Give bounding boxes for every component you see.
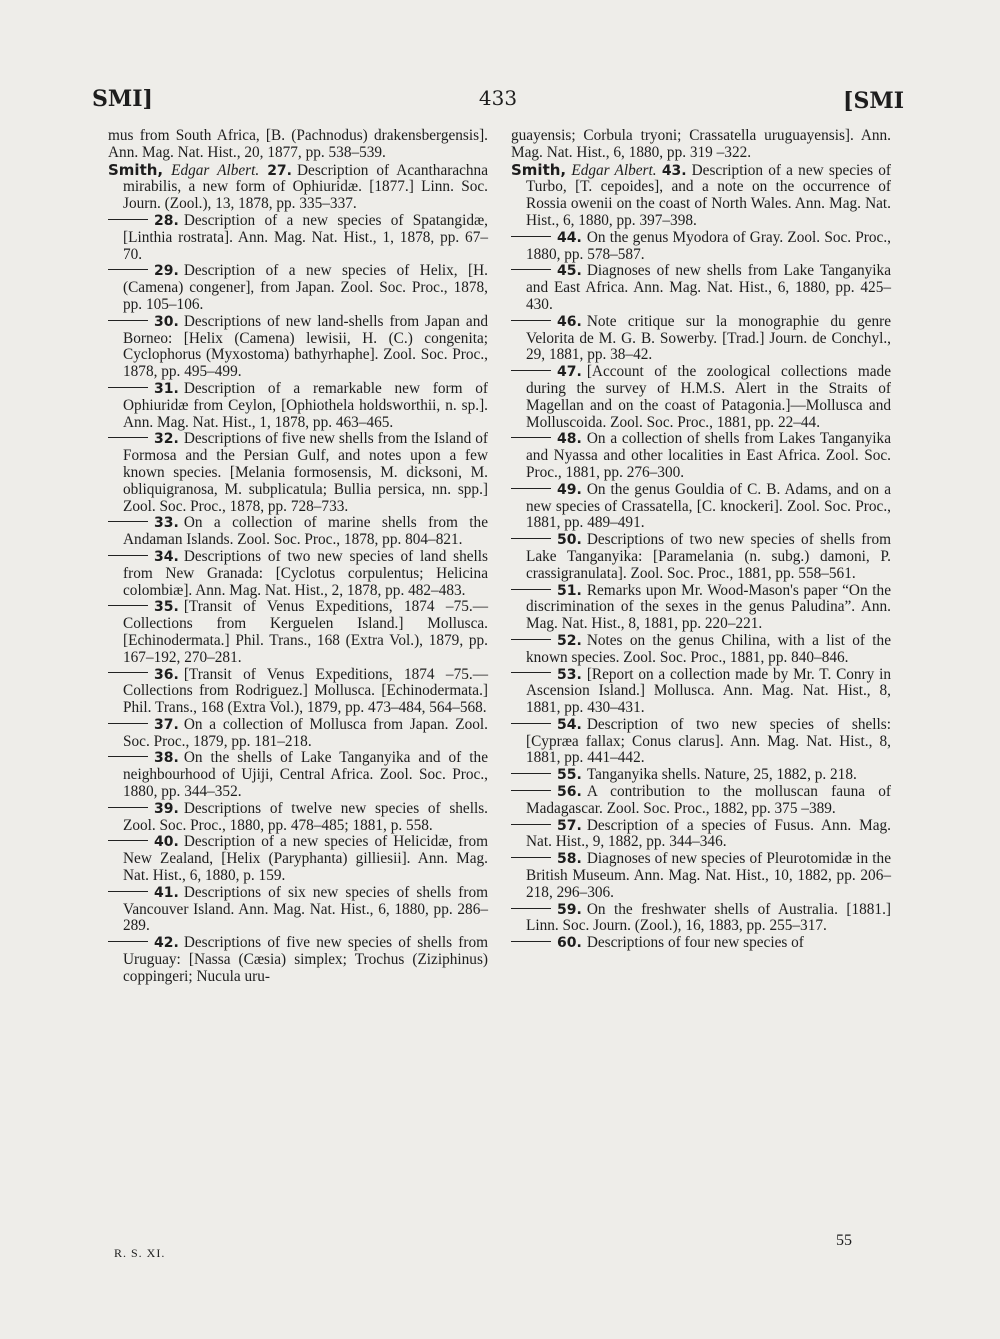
entry-text: On a collection of Mollusca from Japan. Zool. Soc. Proc., 1879, pp. 181–218. (123, 715, 488, 750)
entry-number: 43. (661, 162, 687, 179)
ditto-dash (108, 219, 148, 220)
ditto-dash (511, 908, 551, 909)
bibliography-entry (511, 230, 891, 264)
entry-text: Diagnoses of new species of Pleurotomidæ in the British Museum. Ann. Mag. Nat. Hist., 10, 1882, pp. 206–218, 296–306. (526, 850, 891, 901)
entry-text: On the shells of Lake Tanganyika and of the neighbourhood of Ujiji, Central Africa. Zool. Soc. Proc., 1880, pp. 344–352. (123, 749, 488, 801)
ditto-dash (108, 807, 148, 808)
entry-text: Description of a remarkable new form of Ophiuridæ from Ceylon, [Ophiothela holdsworthii, n. sp.]. Ann. Mag. Nat. Hist., 1, 1878, pp. 463–465. (123, 379, 488, 431)
entry-text: [Account of the zoological collections made during the survey of H.M.S. Alert in the Straits of Magellan and on the coast of Patagonia.]—Mollusca and Molluscoida. Zool. Soc. Proc., 1881, pp. 22–44. (526, 363, 891, 431)
bibliography-entry (108, 314, 488, 381)
author-forename: Edgar Albert. (171, 161, 260, 179)
entry-number: 48. (557, 431, 582, 448)
bibliography-entry (511, 818, 891, 852)
bibliography-entry (108, 431, 488, 515)
entry-text: On a collection of shells from Lakes Tanganyika and Nyassa and other localities in East Africa. Zool. Soc. Proc., 1881, pp. 276–300. (526, 430, 891, 481)
entry-text: Description of a species of Fusus. Ann. Mag. Nat. Hist., 9, 1882, pp. 344–346. (526, 816, 891, 851)
ditto-dash (108, 605, 148, 606)
entry-number: 54. (557, 716, 582, 733)
ditto-dash (511, 236, 551, 237)
ditto-dash (108, 941, 148, 942)
ditto-dash (108, 437, 148, 438)
entry-text: Descriptions of two new species of shells from Lake Tanganyika: [Paramelania (n. subg.) damoni, P. crassigranulata]. Zool. Soc. Proc., 1881, pp. 558–561. (526, 531, 891, 582)
ditto-dash (108, 387, 148, 388)
entry-text: guayensis; Corbula tryoni; Crassatella uruguayensis]. Ann. Mag. Nat. Hist., 6, 1880, pp. 319 –322. (511, 127, 891, 161)
bibliography-entry (511, 633, 891, 667)
entry-text: On a collection of marine shells from the Andaman Islands. Zool. Soc. Proc., 1878, pp. 804–821. (123, 514, 488, 549)
ditto-dash (511, 857, 551, 858)
entry-text: [Transit of Venus Expeditions, 1874 –75.—Collections from Rodriguez.] Mollusca. [Echinodermata.] Phil. Trans., 168 (Extra Vol.), 1879, pp. 473–484, 564–568. (123, 665, 488, 717)
entry-number: 40. (154, 834, 179, 851)
bibliography-entry (108, 885, 488, 935)
entry-text: Descriptions of five new shells from the Island of Formosa and the Persian Gulf, and notes upon a few known species. [Melania formosensis, M. dicksoni, M. obliquigranosa, M. subplicatula; Bullia persica, nn. spp.] Zool. Soc. Proc., 1878, pp. 728–733. (123, 430, 488, 515)
entry-text: [Report on a collection made by Mr. T. Conry in Ascension Island.] Mollusca. Ann. Mag. Nat. Hist., 8, 1881, pp. 430–431. (526, 665, 891, 717)
bibliography-entry (511, 667, 891, 717)
ditto-dash (108, 891, 148, 892)
ditto-dash (511, 773, 551, 774)
entry-number: 45. (557, 263, 582, 280)
bibliography-entry (108, 935, 488, 985)
entry-number: 47. (557, 364, 582, 381)
entry-text: On the freshwater shells of Australia. [1881.] Linn. Soc. Journ. (Zool.), 16, 1883, pp. 255–317. (526, 900, 891, 935)
bibliography-entry (108, 599, 488, 666)
author-name: Smith, (108, 160, 164, 179)
bibliography-entry (108, 213, 488, 263)
entry-number: 30. (154, 313, 179, 330)
ditto-dash (511, 672, 551, 673)
bibliography-entry (108, 515, 488, 549)
ditto-dash (511, 320, 551, 321)
bibliography-entry (511, 364, 891, 431)
entry-number: 52. (557, 632, 582, 649)
entry-text: mus from South Africa, [B. (Pachnodus) drakensbergensis]. Ann. Mag. Nat. Hist., 20, 1877, pp. 538–539. (108, 127, 488, 161)
entry-number: 38. (154, 750, 179, 767)
bibliography-entry (108, 750, 488, 800)
bibliography-entry (511, 935, 891, 952)
entry-text: Descriptions of six new species of shells from Vancouver Island. Ann. Mag. Nat. Hist., 6, 1880, pp. 286–289. (123, 883, 488, 935)
entry-text: A contribution to the molluscan fauna of Madagascar. Zool. Soc. Proc., 1882, pp. 375 –389. (526, 783, 891, 817)
ditto-dash (511, 790, 551, 791)
bibliography-entry (511, 314, 891, 364)
entry-text: Diagnoses of new shells from Lake Tanganyika and East Africa. Ann. Mag. Nat. Hist., 6, 1880, pp. 425–430. (526, 262, 891, 313)
running-head (92, 86, 904, 116)
entry-text: Descriptions of two new species of land shells from New Granada: [Cyclotus corpulentus; Helicina colombiæ]. Ann. Mag. Nat. Hist., 2, 1878, pp. 482–483. (123, 547, 488, 599)
ditto-dash (108, 555, 148, 556)
ditto-dash (108, 840, 148, 841)
entry-number: 51. (557, 582, 582, 599)
entry-number: 35. (154, 599, 179, 616)
entry-number: 58. (557, 851, 582, 868)
bibliography-entry (511, 482, 891, 532)
right-column (511, 128, 891, 952)
entry-number: 49. (557, 481, 582, 498)
bibliography-entry (108, 667, 488, 717)
entry-number: 42. (154, 935, 179, 952)
entry-number: 31. (154, 380, 179, 397)
ditto-dash (108, 320, 148, 321)
bibliography-entry (511, 851, 891, 901)
bibliography-entry (511, 902, 891, 936)
bibliography-entry (108, 717, 488, 751)
entry-number: 32. (154, 431, 179, 448)
bibliography-entry (511, 532, 891, 582)
entry-number: 53. (557, 666, 582, 683)
entry-text: On the genus Gouldia of C. B. Adams, and on a new species of Crassatella, [C. knockeri]. Zool. Soc. Proc., 1881, pp. 489–491. (526, 480, 891, 532)
ditto-dash (511, 723, 551, 724)
entry-text: Notes on the genus Chilina, with a list of the known species. Zool. Soc. Proc., 1881, pp. 840–846. (526, 631, 891, 666)
ditto-dash (108, 269, 148, 270)
entry-text: Description of two new species of shells: [Cypræa fallax; Conus clarus]. Ann. Mag. Nat. Hist., 8, 1881, pp. 441–442. (526, 715, 891, 767)
bibliography-entry (108, 801, 488, 835)
ditto-dash (511, 538, 551, 539)
bibliography-entry (511, 162, 891, 230)
gathering-number: 55 (836, 1232, 852, 1249)
ditto-dash (511, 437, 551, 438)
entry-text: On the genus Myodora of Gray. Zool. Soc. Proc., 1880, pp. 578–587. (526, 228, 891, 263)
signature-mark: R. S. XI. (114, 1246, 166, 1260)
entry-number: 34. (154, 548, 179, 565)
entry-number: 33. (154, 515, 179, 532)
entry-number: 59. (557, 901, 582, 918)
bibliography-entry (511, 128, 891, 162)
entry-text: Descriptions of new land-shells from Japan and Borneo: [Helix (Camena) lewisii, H. (C.) congenita; Cyclophorus (Myxostoma) bathyrhaphe]. Zool. Soc. Proc., 1878, pp. 495–499. (123, 312, 488, 381)
entry-number: 28. (154, 212, 179, 229)
entry-number: 27. (267, 162, 292, 179)
ditto-dash (511, 370, 551, 371)
entry-number: 50. (557, 532, 582, 549)
bibliography-entry (108, 263, 488, 313)
entry-text: [Transit of Venus Expeditions, 1874 –75.—Collections from Kerguelen Island.] Mollusca. [Echinodermata.] Phil. Trans., 168 (Extra Vol.), 1879, pp. 167–192, 270–281. (123, 598, 488, 666)
entry-number: 56. (557, 784, 582, 801)
ditto-dash (511, 639, 551, 640)
bibliography-entry (511, 263, 891, 313)
bibliography-entry (511, 583, 891, 633)
entry-number: 37. (154, 716, 179, 733)
ditto-dash (511, 269, 551, 270)
entry-text: Description of a new species of Turbo, [T. cepoides], and a note on the occurrence of Rossia owenii on the coast of North Wales. Ann. Mag. Nat. Hist., 6, 1880, pp. 397–398. (526, 161, 891, 229)
entry-text: Descriptions of five new species of shells from Uruguay: [Nassa (Cæsia) simplex; Trochus (Ziziphinus) coppingeri; Nucula uru- (123, 934, 488, 985)
entry-number: 41. (154, 884, 179, 901)
entry-number: 57. (557, 817, 582, 834)
entry-number: 36. (154, 666, 179, 683)
ditto-dash (108, 521, 148, 522)
entry-number: 46. (557, 313, 582, 330)
bibliography-entry (511, 717, 891, 767)
entry-text: Description of Acantharachna mirabilis, a new form of Ophiuridæ. [1877.] Linn. Soc. Journ. (Zool.), 13, 1878, pp. 335–337. (123, 161, 488, 213)
entry-text: Description of a new species of Helicidæ, from New Zealand, [Helix (Paryphanta) gilliesii]. Ann. Mag. Nat. Hist., 6, 1880, p. 159. (123, 833, 488, 885)
running-head-right: [SMI (843, 88, 904, 114)
ditto-dash (108, 723, 148, 724)
ditto-dash (108, 756, 148, 757)
entry-text: Tanganyika shells. Nature, 25, 1882, p. 218. (586, 766, 857, 784)
entry-number: 29. (154, 263, 179, 280)
entry-number: 39. (154, 800, 179, 817)
ditto-dash (511, 589, 551, 590)
ditto-dash (511, 824, 551, 825)
entry-text: Descriptions of twelve new species of shells. Zool. Soc. Proc., 1880, pp. 478–485; 1881, p. 558. (123, 799, 488, 834)
ditto-dash (511, 941, 551, 942)
bibliography-entry (511, 767, 891, 784)
entry-number: 60. (557, 935, 582, 952)
ditto-dash (108, 672, 148, 673)
author-forename: Edgar Albert. (571, 161, 657, 179)
bibliography-entry (108, 162, 488, 213)
bibliography-entry (108, 128, 488, 162)
bibliography-entry (511, 431, 891, 481)
bibliography-entry (511, 784, 891, 818)
left-column (108, 128, 488, 986)
entry-text: Remarks upon Mr. Wood-Mason's paper “On the discrimination of the sexes in the genus Paludina”. Ann. Mag. Nat. Hist., 8, 1881, pp. 220–221. (526, 581, 891, 633)
bibliography-entry (108, 834, 488, 884)
author-name: Smith, (511, 160, 567, 179)
bibliography-entry (108, 549, 488, 599)
entry-text: Note critique sur la monographie du genre Velorita de M. G. B. Sowerby. [Trad.] Journ. de Conchyl., 29, 1881, pp. 38–42. (526, 312, 891, 364)
entry-number: 55. (557, 767, 582, 784)
entry-text: Description of a new species of Spatangidæ, [Linthia rostrata]. Ann. Mag. Nat. Hist., 1, 1878, pp. 67–70. (123, 211, 488, 263)
bibliography-entry (108, 381, 488, 431)
entry-text: Descriptions of four new species of (586, 934, 804, 952)
page-number: 433 (478, 86, 518, 110)
entry-number: 44. (557, 229, 582, 246)
ditto-dash (511, 488, 551, 489)
running-head-left: SMI] (92, 86, 153, 112)
entry-text: Description of a new species of Helix, [H. (Camena) congener], from Japan. Zool. Soc. Proc., 1878, pp. 105–106. (123, 262, 488, 313)
